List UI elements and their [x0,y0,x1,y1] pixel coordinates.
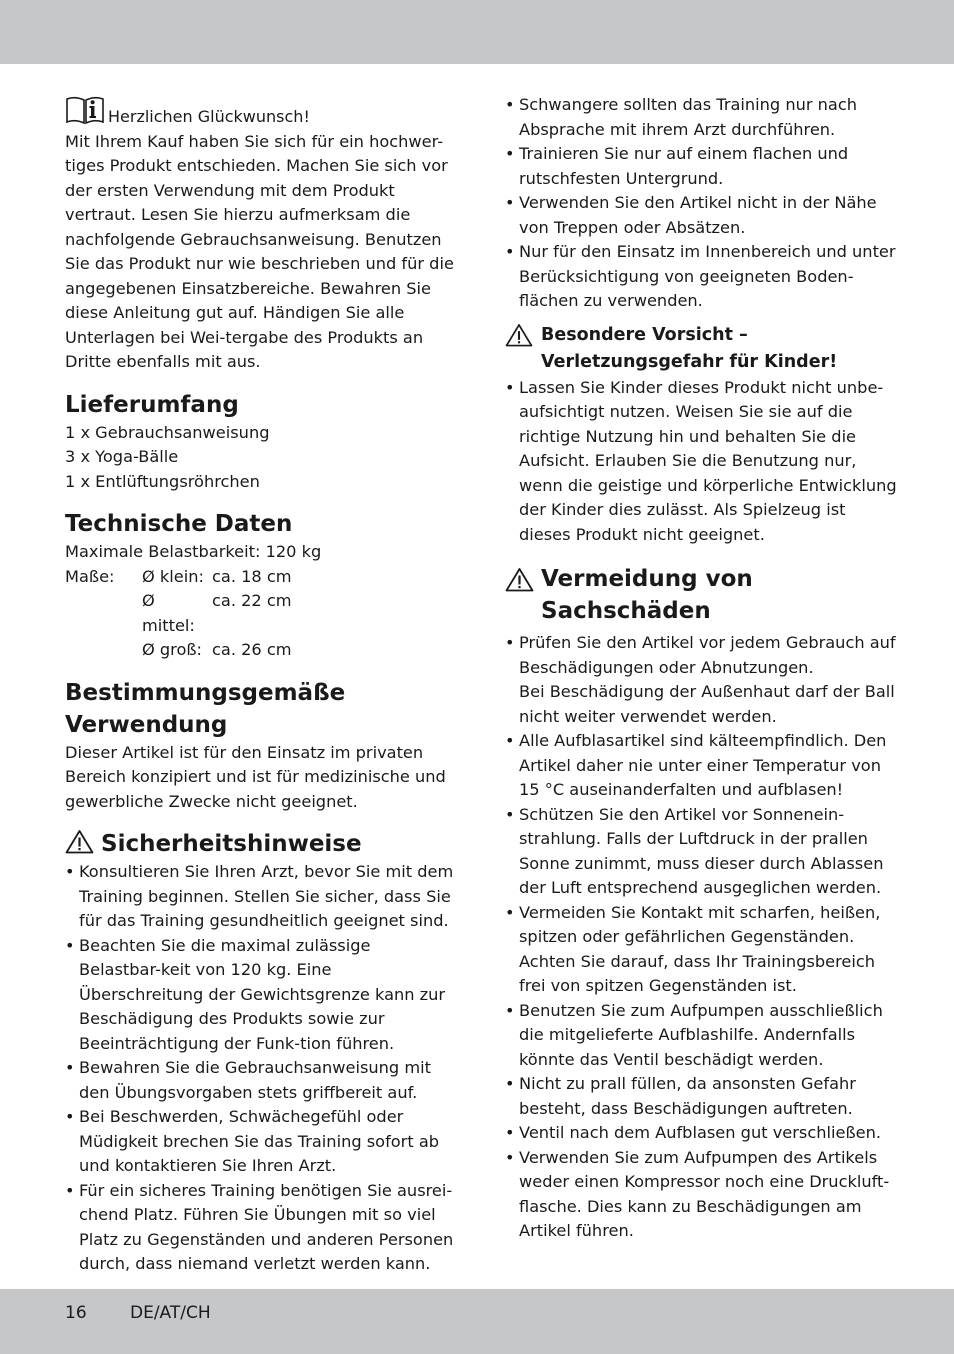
size-label: Ø klein: [142,566,204,586]
table-row [65,565,457,590]
list-item: • Lassen Sie Kinder dieses Produkt nicht unbe-aufsichtigt nutzen. Weisen Sie sie auf die richtige Nutzung hin und behalten Sie die Aufsicht. Erlauben Sie die Benutzung nur, wenn die geistige und körperliche Entwicklung der Kinder dies zulässt. Als Spielzeug ist dieses Produkt nicht geeignet. [505,376,897,548]
size-value: ca. 18 cm [212,566,292,586]
list-item: • Schwangere sollten das Training nur nach Absprache mit ihrem Arzt durchführen. [505,93,897,142]
list-item: • Bei Beschwerden, Schwächegefühl oder Müdigkeit brechen Sie das Training sofort ab und kontaktieren Sie Ihren Arzt. [65,1105,457,1179]
list-item: • Vermeiden Sie Kontakt mit scharfen, heißen, spitzen oder gefährlichen Gegenständen. Achten Sie darauf, dass Ihr Trainingsbereich frei von spitzen Gegenständen ist. [505,901,897,999]
sachschaeden-list [505,631,897,1244]
technische-daten-title: Technische Daten [65,511,293,537]
warning-icon [65,829,94,854]
bestimmung-title: Bestimmungsgemäße Verwendung [65,679,346,738]
dimensions-table [65,565,457,663]
bestimmung-text: Dieser Artikel ist für den Einsatz im privaten Bereich konzipiert und ist für medizinische und gewerbliche Zwecke nicht geeignet. [65,742,446,811]
size-value: ca. 22 cm [212,591,292,610]
list-item: 1 x Gebrauchsanweisung [65,422,270,442]
kinder-title: Besondere Vorsicht – Verletzungsgefahr für Kinder! [505,322,897,376]
size-label: Ø groß: [142,640,203,659]
kinder-list [505,376,897,548]
list-item: • Alle Aufblasartikel sind kälteempfindlich. Den Artikel daher nie unter einer Temperatur von 15 °C auseinanderfalten und aufblasen! [505,729,897,803]
list-item: • Für ein sicheres Training benötigen Sie ausrei-chend Platz. Führen Sie Übungen mit so viel Platz zu Gegenständen und anderen Personen durch, dass niemand verletzt werden kann. [65,1179,457,1277]
list-item: • Verwenden Sie zum Aufpumpen des Artikels weder einen Kompressor noch eine Druckluft-flasche. Dies kann zu Beschädigungen am Artikel führen. [505,1146,897,1244]
header-bar [0,0,954,64]
size-label: Ø mittel: [142,591,195,635]
left-column [65,93,457,1277]
right-column [505,93,897,1244]
lieferumfang-title: Lieferumfang [65,391,239,418]
list-item: • Bewahren Sie die Gebrauchsanweisung mit den Übungsvorgaben stets griffbereit auf. [65,1056,457,1105]
warning-icon [505,323,533,347]
sicherheit-title: Sicherheitshinweise [65,828,457,860]
list-item: • Verwenden Sie den Artikel nicht in der Nähe von Treppen oder Absätzen. [505,191,897,240]
page-number: 16 [65,1303,87,1323]
list-item: • Trainieren Sie nur auf einem flachen und rutschfesten Untergrund. [505,142,897,191]
sicherheit-list [65,860,457,1277]
intro-text: Mit Ihrem Kauf haben Sie sich für ein hochwer-tiges Produkt entschieden. Machen Sie sich vor der ersten Verwendung mit dem Produkt vertraut. Lesen Sie hierzu aufmerksam die nachfolgende Gebrauchsanweisung. Benutzen Sie das Produkt nur wie beschrieben und für die angegebenen Einsatzbereiche. Bewahren Sie diese Anleitung gut auf. Händigen Sie alle Unterlagen bei Wei-tergabe des Produkts an Dritte ebenfalls mit aus. [65,131,454,371]
intro-heading: Herzlichen Glückwunsch! [108,107,310,126]
list-item: • Schützen Sie den Artikel vor Sonnenein-strahlung. Falls der Luftdruck in der prallen Sonne zunimmt, muss dieser durch Ablassen der Luft entsprechend ausgeglichen werden. [505,803,897,901]
list-item: 1 x Entlüftungsröhrchen [65,471,260,491]
size-value: ca. 26 cm [212,640,292,659]
dims-label: Maße: [65,566,115,586]
info-book-icon [65,95,105,125]
intro-heading-line [65,95,457,130]
sicherheit-list-continued [505,93,897,314]
list-item: • Beachten Sie die maximal zulässige Belastbar-keit von 120 kg. Eine Überschreitung der Gewichtsgrenze kann zur Beschädigung des Produkts sowie zur Beeinträchtigung der Funk-tion führen. [65,934,457,1057]
list-item: • Ventil nach dem Aufblasen gut verschließen. [505,1121,897,1146]
sachschaeden-title: Vermeidung von Sachschäden [505,563,897,627]
max-load: Maximale Belastbarkeit: 120 kg [65,542,322,561]
list-item: 3 x Yoga-Bälle [65,447,179,466]
warning-icon [505,567,534,592]
list-item: • Benutzen Sie zum Aufpumpen ausschließlich die mitgelieferte Aufblashilfe. Andernfalls könnte das Ventil beschädigt werden. [505,999,897,1073]
language-code: DE/AT/CH [130,1303,211,1323]
table-row [65,589,457,638]
list-item: • Nicht zu prall füllen, da ansonsten Gefahr besteht, dass Beschädigungen auftreten. [505,1072,897,1121]
list-item: • Konsultieren Sie Ihren Arzt, bevor Sie mit dem Training beginnen. Stellen Sie sicher, dass Sie für das Training gesundheitlich geeignet sind. [65,860,457,934]
list-item: • Nur für den Einsatz im Innenbereich und unter Berücksichtigung von geeigneten Boden-flächen zu verwenden. [505,240,897,314]
lieferumfang-list [65,421,457,495]
table-row [65,638,457,663]
list-item: • Prüfen Sie den Artikel vor jedem Gebrauch auf Beschädigungen oder Abnutzungen. Bei Beschädigung der Außenhaut darf der Ball nicht weiter verwendet werden. [505,631,897,729]
